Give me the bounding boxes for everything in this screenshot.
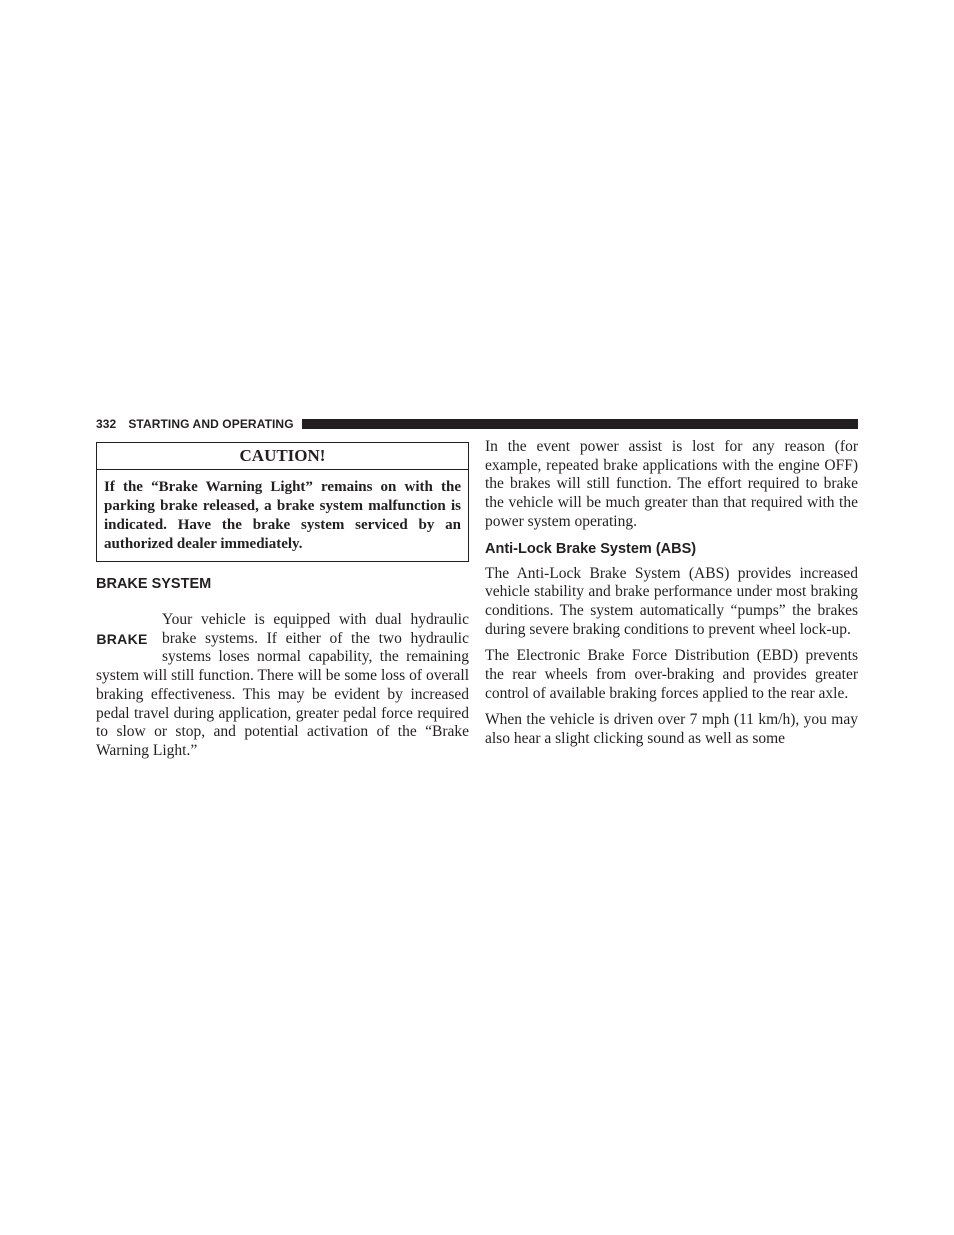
brake-icon-label: BRAKE	[96, 631, 148, 647]
caution-title: CAUTION!	[97, 443, 468, 470]
section-title: STARTING AND OPERATING	[128, 417, 294, 431]
abs-paragraph-3: When the vehicle is driven over 7 mph (11 km/h), you may also hear a slight clicking sound as well as some	[485, 711, 858, 748]
power-assist-paragraph: In the event power assist is lost for any reason (for example, repeated brake applications with the engine OFF) the brakes will still function. The effort required to brake the vehicle will be much greater than that required with the power system operating.	[485, 438, 858, 530]
abs-heading: Anti-Lock Brake System (ABS)	[485, 540, 697, 557]
caution-text: If the “Brake Warning Light” remains on with the parking brake released, a brake system malfunction is indicated. Have the brake system serviced by an authorized dealer immediately.	[104, 479, 461, 552]
page-number: 332	[96, 417, 117, 431]
brake-warning-icon	[96, 611, 148, 667]
brake-system-heading: BRAKE SYSTEM	[96, 576, 212, 592]
page-header	[96, 417, 858, 431]
caution-box	[96, 442, 469, 562]
brake-system-paragraph: Your vehicle is equipped with dual hydraulic brake systems. If either of the two hydraulic systems loses normal capability, the remaining system will still function. There will be some loss of overall braking effectiveness. This may be evident by increased pedal travel during application, greater pedal force required to slow or stop, and potential activation of the “Brake Warning Light.”	[96, 611, 469, 759]
abs-paragraph-1: The Anti-Lock Brake System (ABS) provides increased vehicle stability and brake performance under most braking conditions. The system automatically “pumps” the brakes during severe braking conditions to prevent wheel lock-up.	[485, 564, 858, 638]
right-column	[485, 438, 858, 749]
brake-system-section	[96, 611, 469, 761]
left-column	[96, 442, 469, 761]
header-rule	[302, 419, 858, 429]
ebd-paragraph: The Electronic Brake Force Distribution (EBD) prevents the rear wheels from over-braking and provides greater control of available braking forces applied to the rear axle.	[485, 647, 858, 702]
